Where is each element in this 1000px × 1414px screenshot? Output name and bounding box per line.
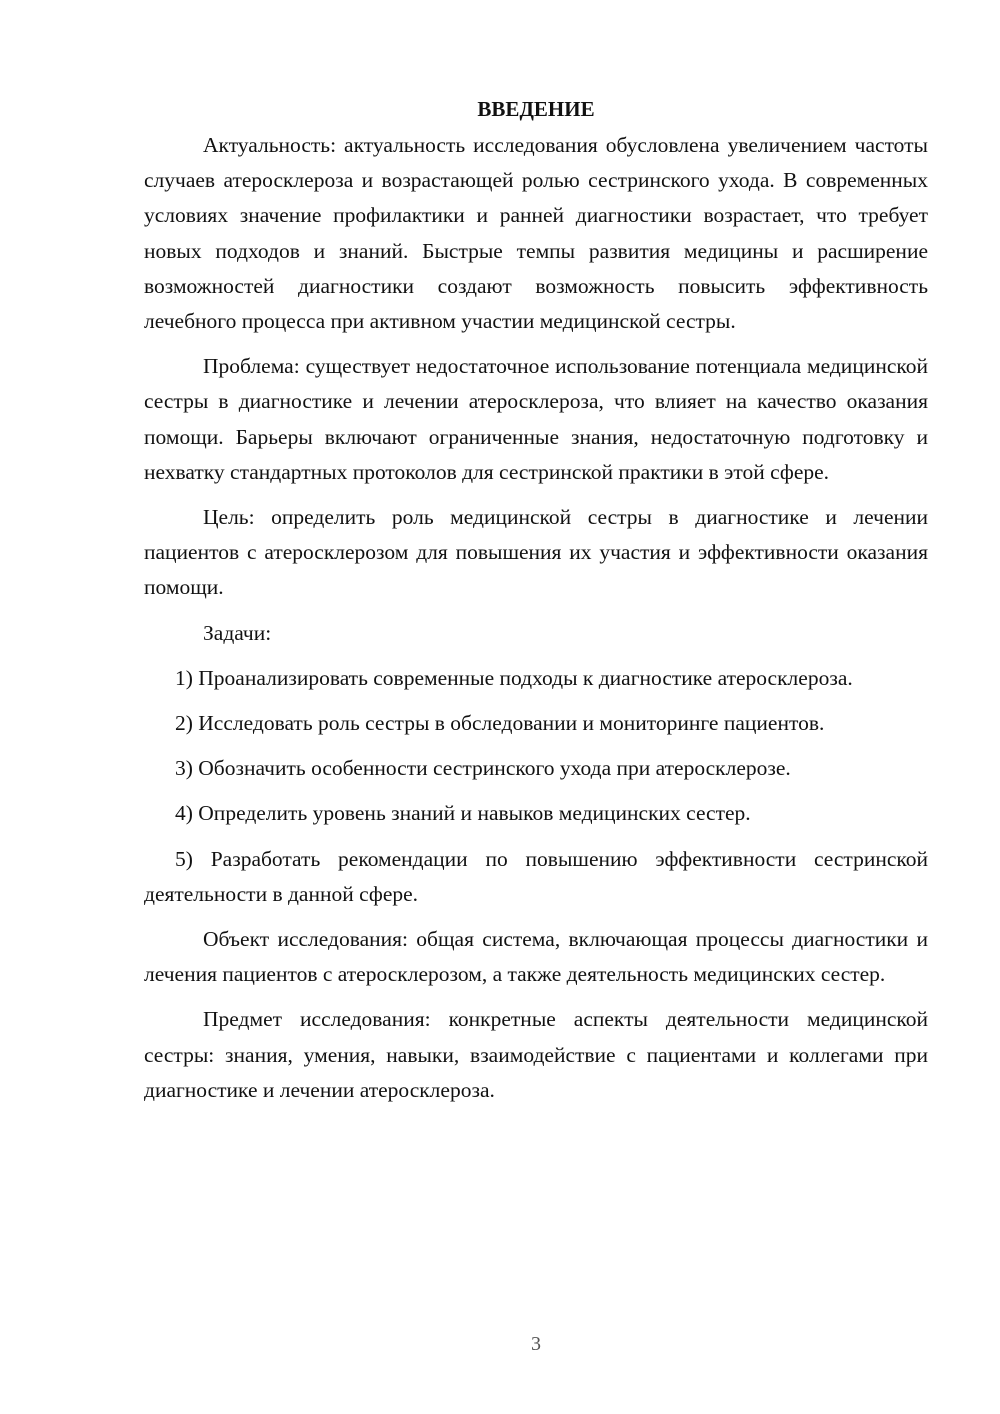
task-item-3: 3) Обозначить особенности сестринского ухода при атеросклерозе.	[175, 756, 791, 781]
paragraph-subject: Предмет исследования: конкретные аспекты деятельности медицинской сестры: знания, умения, навыки, взаимодействие с пациентами и коллегами при диагностике и лечении атеросклероза.	[144, 1007, 928, 1102]
document-page	[144, 92, 928, 1118]
paragraph-problem: Проблема: существует недостаточное использование потенциала медицинской сестры в диагностике и лечении атеросклероза, что влияет на качество оказания помощи. Барьеры включают ограниченные знания, недостаточную подготовку и нехватку стандартных протоколов для сестринской практики в этой сфере.	[144, 354, 928, 484]
document-title: ВВЕДЕНИЕ	[477, 97, 595, 121]
paragraph-goal: Цель: определить роль медицинской сестры в диагностике и лечении пациентов с атеросклерозом для повышения их участия и эффективности оказания помощи.	[144, 505, 928, 600]
task-item-5: 5) Разработать рекомендации по повышению эффективности сестринской деятельности в данной сфере.	[144, 846, 928, 906]
task-item-1: 1) Проанализировать современные подходы к диагностике атеросклероза.	[175, 665, 853, 690]
task-item-2: 2) Исследовать роль сестры в обследовании и мониторинге пациентов.	[175, 711, 825, 736]
tasks-label: Задачи:	[203, 620, 272, 645]
paragraph-object: Объект исследования: общая система, включающая процессы диагностики и лечения пациентов с атеросклерозом, а также деятельность медицинских сестер.	[144, 927, 928, 987]
page-number: 3	[531, 1333, 541, 1355]
paragraph-relevance: Актуальность: актуальность исследования обусловлена увеличением частоты случаев атеросклероза и возрастающей ролью сестринского ухода. В современных условиях значение профилактики и ранней диагностики возрастает, что требует новых подходов и знаний. Быстрые темпы развития медицины и расширение возможностей диагностики создают возможность повысить эффективность лечебного процесса при активном участии медицинской сестры.	[144, 133, 928, 334]
task-item-4: 4) Определить уровень знаний и навыков медицинских сестер.	[175, 801, 751, 826]
